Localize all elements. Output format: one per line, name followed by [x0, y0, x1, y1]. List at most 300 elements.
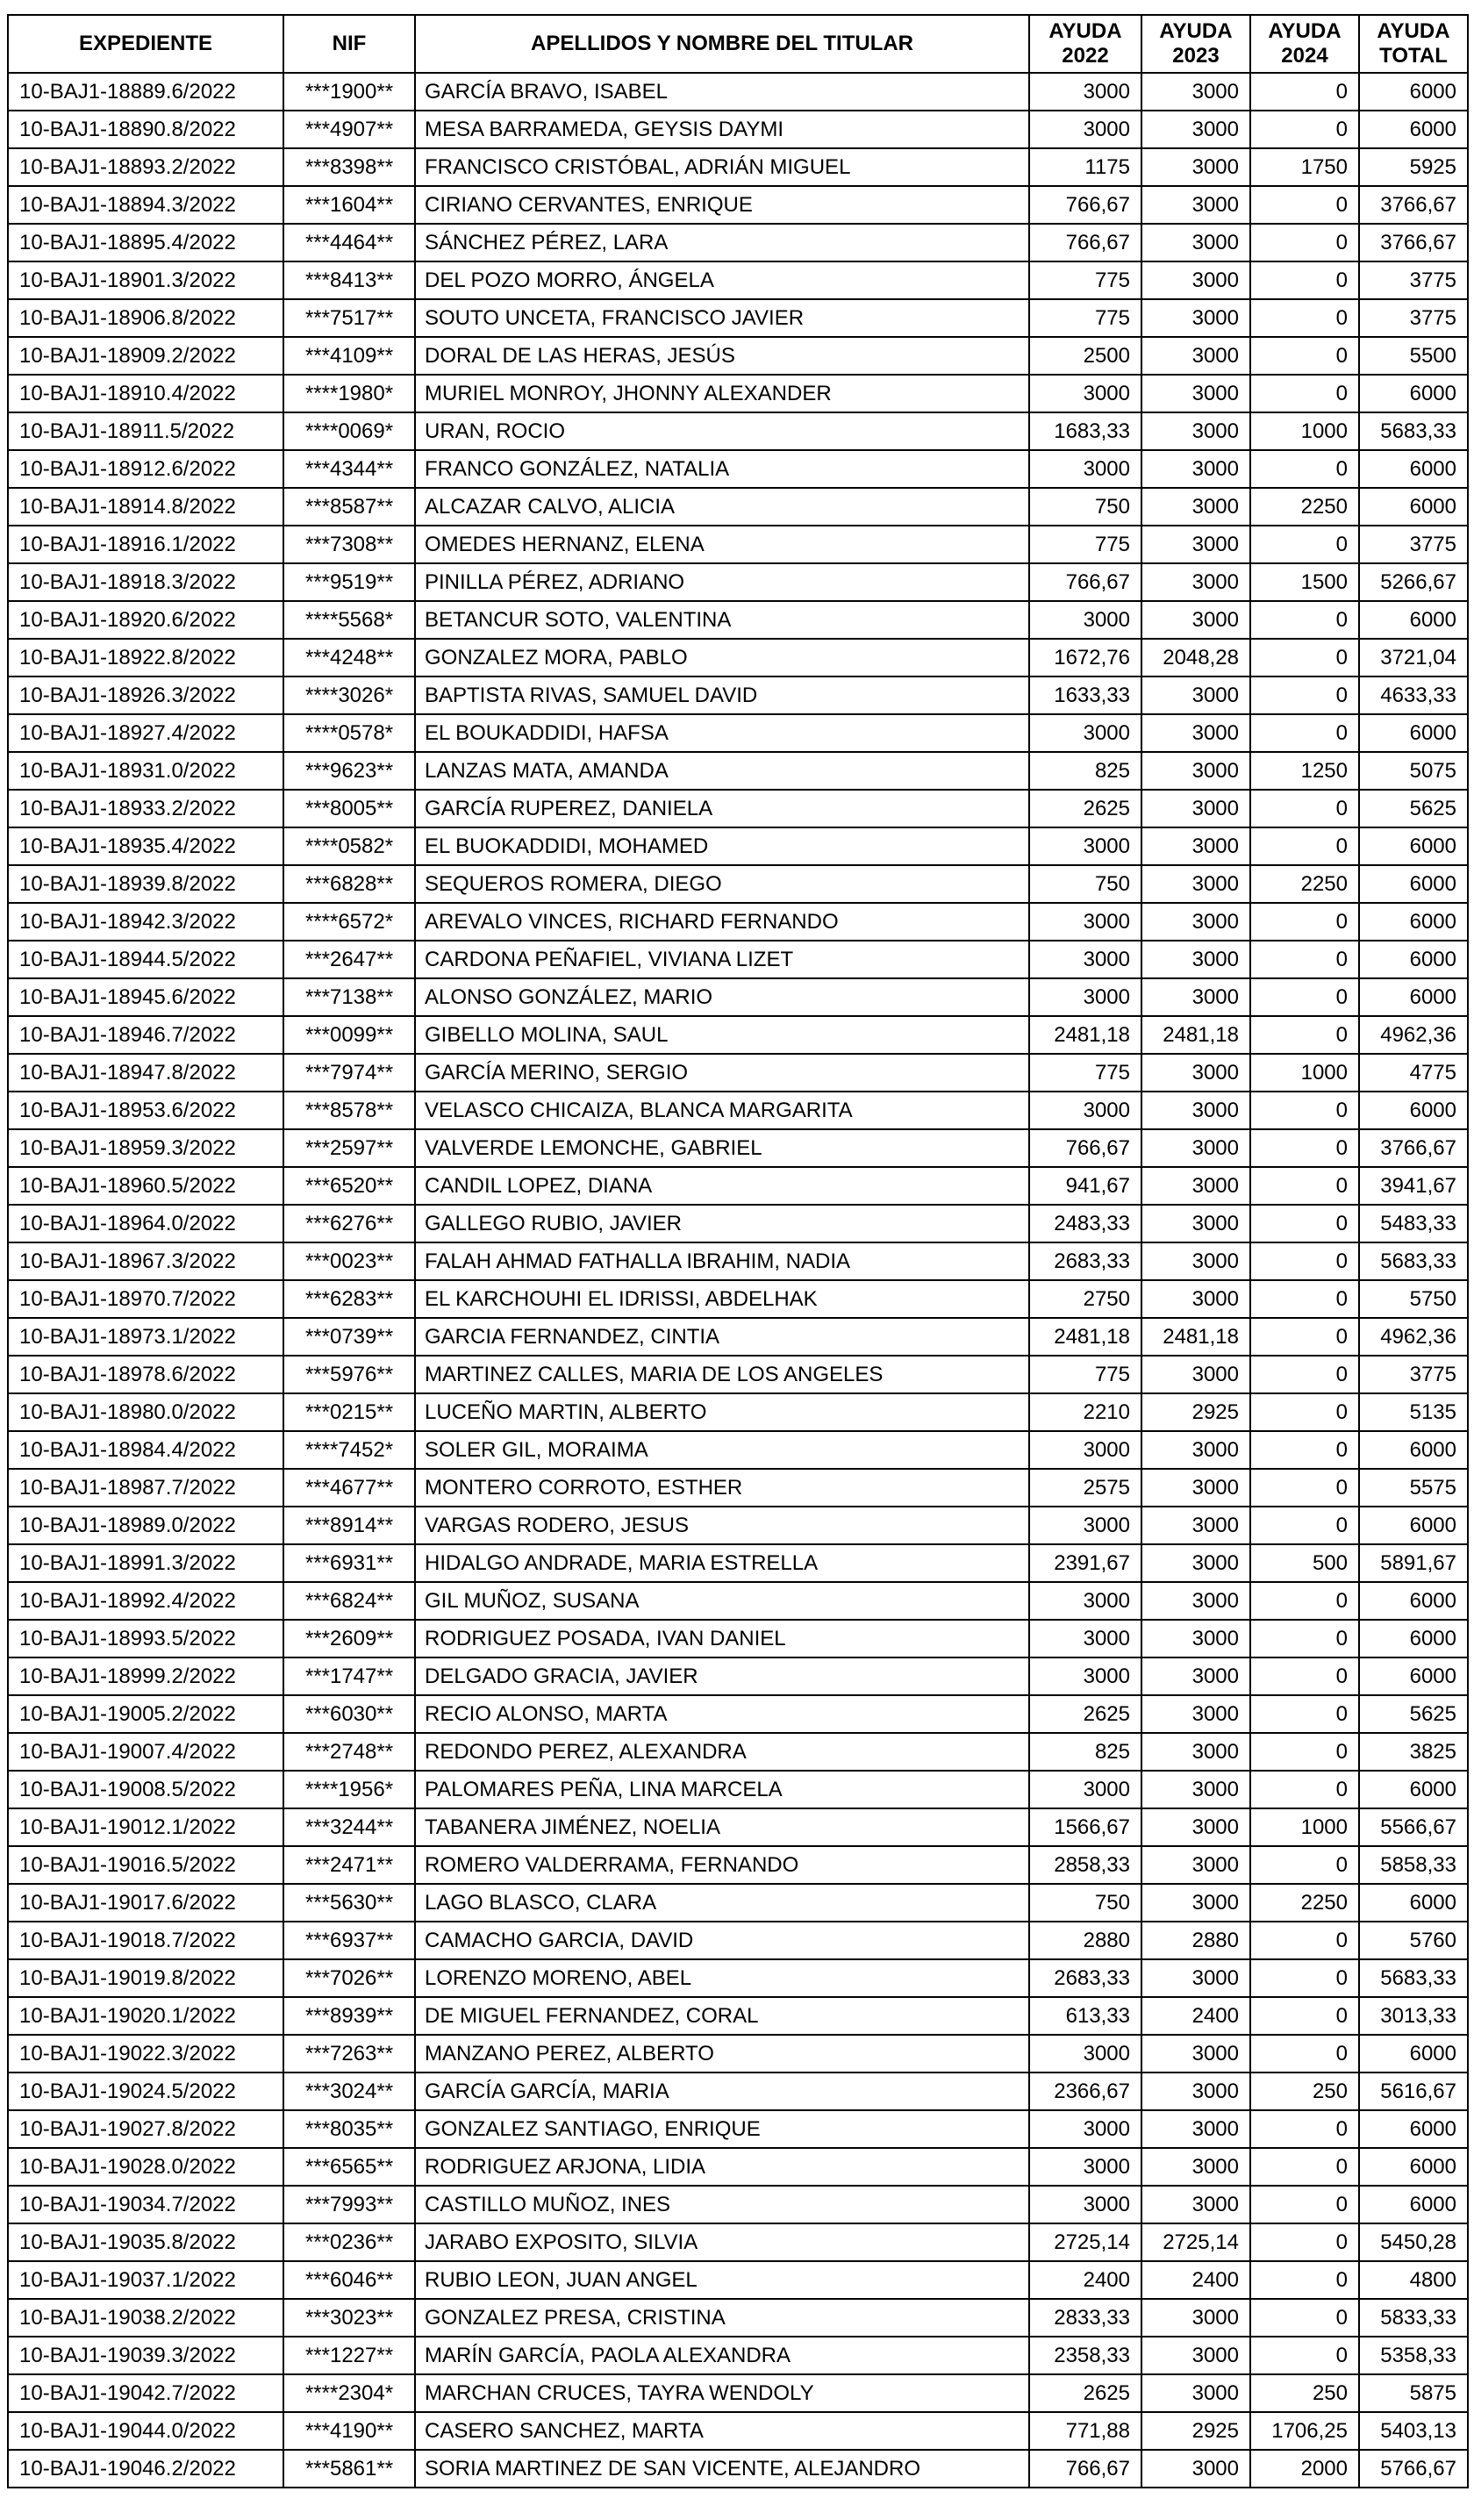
cell-nif: ***4248**	[283, 639, 415, 677]
cell-ayuda-2024: 0	[1250, 1092, 1359, 1129]
cell-ayuda-2024: 0	[1250, 1318, 1359, 1356]
cell-expediente: 10-BAJ1-18978.6/2022	[8, 1356, 283, 1393]
cell-nif: ***9623**	[283, 752, 415, 790]
cell-ayuda-2024: 1706,25	[1250, 2412, 1359, 2450]
cell-ayuda-2022: 3000	[1029, 1507, 1141, 1544]
cell-expediente: 10-BAJ1-18918.3/2022	[8, 563, 283, 601]
cell-ayuda-2024: 2250	[1250, 865, 1359, 903]
cell-ayuda-2023: 3000	[1141, 224, 1250, 261]
cell-titular: MARÍN GARCÍA, PAOLA ALEXANDRA	[415, 2337, 1029, 2374]
table-row	[8, 2148, 1468, 2186]
table-header	[8, 15, 1468, 73]
cell-ayuda-2022: 2683,33	[1029, 1242, 1141, 1280]
cell-ayuda-2023: 2481,18	[1141, 1016, 1250, 1054]
cell-ayuda-2023: 3000	[1141, 261, 1250, 299]
cell-nif: ***0236**	[283, 2223, 415, 2261]
cell-ayuda-2023: 3000	[1141, 1129, 1250, 1167]
cell-nif: ***4677**	[283, 1469, 415, 1507]
cell-expediente: 10-BAJ1-18933.2/2022	[8, 790, 283, 827]
cell-ayuda-2024: 0	[1250, 261, 1359, 299]
cell-ayuda-2024: 0	[1250, 1620, 1359, 1657]
cell-ayuda-2023: 3000	[1141, 73, 1250, 111]
cell-ayuda-2022: 766,67	[1029, 224, 1141, 261]
cell-expediente: 10-BAJ1-19035.8/2022	[8, 2223, 283, 2261]
cell-expediente: 10-BAJ1-19037.1/2022	[8, 2261, 283, 2299]
cell-ayuda-total: 3775	[1359, 526, 1468, 563]
cell-titular: FALAH AHMAD FATHALLA IBRAHIM, NADIA	[415, 1242, 1029, 1280]
cell-ayuda-2023: 3000	[1141, 186, 1250, 224]
cell-ayuda-total: 6000	[1359, 375, 1468, 412]
cell-ayuda-2023: 3000	[1141, 677, 1250, 714]
cell-ayuda-total: 3766,67	[1359, 1129, 1468, 1167]
cell-nif: ***2647**	[283, 941, 415, 978]
cell-ayuda-2024: 0	[1250, 299, 1359, 337]
cell-ayuda-total: 6000	[1359, 903, 1468, 941]
cell-expediente: 10-BAJ1-18993.5/2022	[8, 1620, 283, 1657]
cell-ayuda-2024: 0	[1250, 1771, 1359, 1808]
cell-nif: ***8939**	[283, 1997, 415, 2035]
cell-nif: ***8578**	[283, 1092, 415, 1129]
cell-expediente: 10-BAJ1-19024.5/2022	[8, 2073, 283, 2110]
cell-ayuda-total: 6000	[1359, 865, 1468, 903]
cell-ayuda-2023: 3000	[1141, 1771, 1250, 1808]
cell-ayuda-2023: 3000	[1141, 1054, 1250, 1092]
cell-ayuda-2024: 0	[1250, 1167, 1359, 1205]
cell-ayuda-total: 5135	[1359, 1393, 1468, 1431]
cell-ayuda-total: 5760	[1359, 1922, 1468, 1959]
cell-ayuda-total: 3766,67	[1359, 186, 1468, 224]
cell-ayuda-2023: 2925	[1141, 2412, 1250, 2450]
cell-titular: CIRIANO CERVANTES, ENRIQUE	[415, 186, 1029, 224]
header-row	[8, 15, 1468, 73]
table-row	[8, 2299, 1468, 2337]
cell-nif: ****1980*	[283, 375, 415, 412]
cell-ayuda-2024: 0	[1250, 1959, 1359, 1997]
cell-ayuda-total: 5891,67	[1359, 1544, 1468, 1582]
table-row	[8, 639, 1468, 677]
cell-ayuda-2024: 0	[1250, 186, 1359, 224]
table-row	[8, 111, 1468, 148]
cell-expediente: 10-BAJ1-18922.8/2022	[8, 639, 283, 677]
cell-titular: BAPTISTA RIVAS, SAMUEL DAVID	[415, 677, 1029, 714]
cell-ayuda-2024: 0	[1250, 1205, 1359, 1242]
cell-titular: MARCHAN CRUCES, TAYRA WENDOLY	[415, 2374, 1029, 2412]
table-row	[8, 1997, 1468, 2035]
cell-ayuda-2024: 0	[1250, 2337, 1359, 2374]
cell-nif: ***7993**	[283, 2186, 415, 2223]
cell-titular: OMEDES HERNANZ, ELENA	[415, 526, 1029, 563]
table-row	[8, 1393, 1468, 1431]
cell-nif: ***7517**	[283, 299, 415, 337]
table-row	[8, 1469, 1468, 1507]
cell-nif: ****0582*	[283, 827, 415, 865]
cell-ayuda-total: 5075	[1359, 752, 1468, 790]
cell-ayuda-2022: 775	[1029, 299, 1141, 337]
cell-ayuda-total: 6000	[1359, 601, 1468, 639]
cell-ayuda-total: 5358,33	[1359, 2337, 1468, 2374]
cell-ayuda-2024: 0	[1250, 73, 1359, 111]
cell-ayuda-2022: 3000	[1029, 978, 1141, 1016]
table-row	[8, 2073, 1468, 2110]
cell-nif: ***4190**	[283, 2412, 415, 2450]
cell-ayuda-2022: 775	[1029, 1054, 1141, 1092]
cell-ayuda-total: 3775	[1359, 1356, 1468, 1393]
cell-ayuda-total: 6000	[1359, 941, 1468, 978]
cell-titular: EL BUOKADDIDI, MOHAMED	[415, 827, 1029, 865]
cell-nif: ***3024**	[283, 2073, 415, 2110]
table-row	[8, 1771, 1468, 1808]
table-row	[8, 1959, 1468, 1997]
table-row	[8, 148, 1468, 186]
cell-ayuda-2023: 3000	[1141, 1582, 1250, 1620]
cell-expediente: 10-BAJ1-18944.5/2022	[8, 941, 283, 978]
cell-ayuda-2023: 3000	[1141, 2450, 1250, 2488]
cell-titular: DEL POZO MORRO, ÁNGELA	[415, 261, 1029, 299]
cell-expediente: 10-BAJ1-18926.3/2022	[8, 677, 283, 714]
cell-nif: ***6276**	[283, 1205, 415, 1242]
cell-expediente: 10-BAJ1-18953.6/2022	[8, 1092, 283, 1129]
cell-titular: LORENZO MORENO, ABEL	[415, 1959, 1029, 1997]
cell-nif: ***7308**	[283, 526, 415, 563]
cell-nif: ***0739**	[283, 1318, 415, 1356]
table-row	[8, 865, 1468, 903]
cell-nif: ****2304*	[283, 2374, 415, 2412]
cell-titular: DELGADO GRACIA, JAVIER	[415, 1657, 1029, 1695]
cell-ayuda-2022: 3000	[1029, 1620, 1141, 1657]
table-row	[8, 450, 1468, 488]
cell-titular: CAMACHO GARCIA, DAVID	[415, 1922, 1029, 1959]
cell-expediente: 10-BAJ1-18939.8/2022	[8, 865, 283, 903]
table-row	[8, 1129, 1468, 1167]
cell-ayuda-2022: 2358,33	[1029, 2337, 1141, 2374]
cell-ayuda-2022: 3000	[1029, 73, 1141, 111]
cell-expediente: 10-BAJ1-18916.1/2022	[8, 526, 283, 563]
table-row	[8, 1507, 1468, 1544]
cell-ayuda-2022: 3000	[1029, 941, 1141, 978]
cell-expediente: 10-BAJ1-18889.6/2022	[8, 73, 283, 111]
cell-ayuda-2024: 0	[1250, 224, 1359, 261]
table-row	[8, 903, 1468, 941]
cell-ayuda-2022: 1633,33	[1029, 677, 1141, 714]
cell-titular: SORIA MARTINEZ DE SAN VICENTE, ALEJANDRO	[415, 2450, 1029, 2488]
cell-nif: ****5568*	[283, 601, 415, 639]
table-row	[8, 714, 1468, 752]
cell-ayuda-2022: 766,67	[1029, 1129, 1141, 1167]
cell-titular: DE MIGUEL FERNANDEZ, CORAL	[415, 1997, 1029, 2035]
cell-ayuda-total: 3941,67	[1359, 1167, 1468, 1205]
table-row	[8, 1205, 1468, 1242]
cell-expediente: 10-BAJ1-18964.0/2022	[8, 1205, 283, 1242]
cell-nif: ****7452*	[283, 1431, 415, 1469]
table-row	[8, 224, 1468, 261]
cell-titular: AREVALO VINCES, RICHARD FERNANDO	[415, 903, 1029, 941]
cell-ayuda-2024: 1250	[1250, 752, 1359, 790]
cell-ayuda-2022: 2750	[1029, 1280, 1141, 1318]
cell-ayuda-2022: 2500	[1029, 337, 1141, 375]
cell-ayuda-2024: 0	[1250, 978, 1359, 1016]
cell-titular: RODRIGUEZ POSADA, IVAN DANIEL	[415, 1620, 1029, 1657]
cell-expediente: 10-BAJ1-19020.1/2022	[8, 1997, 283, 2035]
cell-ayuda-2023: 3000	[1141, 601, 1250, 639]
cell-ayuda-2023: 3000	[1141, 941, 1250, 978]
cell-ayuda-2024: 0	[1250, 2035, 1359, 2073]
table-row	[8, 488, 1468, 526]
cell-expediente: 10-BAJ1-18992.4/2022	[8, 1582, 283, 1620]
cell-ayuda-2022: 3000	[1029, 375, 1141, 412]
cell-ayuda-2024: 0	[1250, 1846, 1359, 1884]
cell-titular: REDONDO PEREZ, ALEXANDRA	[415, 1733, 1029, 1771]
table-row	[8, 1620, 1468, 1657]
cell-ayuda-2022: 2683,33	[1029, 1959, 1141, 1997]
cell-titular: SOLER GIL, MORAIMA	[415, 1431, 1029, 1469]
cell-ayuda-2022: 3000	[1029, 1771, 1141, 1808]
table-row	[8, 1356, 1468, 1393]
cell-nif: ***4464**	[283, 224, 415, 261]
cell-nif: ***1900**	[283, 73, 415, 111]
cell-ayuda-2022: 2625	[1029, 790, 1141, 827]
cell-ayuda-2023: 3000	[1141, 563, 1250, 601]
cell-ayuda-2023: 3000	[1141, 1733, 1250, 1771]
cell-nif: ***4907**	[283, 111, 415, 148]
cell-ayuda-2024: 0	[1250, 1280, 1359, 1318]
cell-titular: GONZALEZ PRESA, CRISTINA	[415, 2299, 1029, 2337]
cell-ayuda-total: 6000	[1359, 1620, 1468, 1657]
cell-ayuda-2022: 2725,14	[1029, 2223, 1141, 2261]
cell-ayuda-2024: 1000	[1250, 412, 1359, 450]
cell-nif: ****1956*	[283, 1771, 415, 1808]
cell-titular: RECIO ALONSO, MARTA	[415, 1695, 1029, 1733]
cell-ayuda-2022: 766,67	[1029, 186, 1141, 224]
cell-ayuda-2023: 3000	[1141, 1092, 1250, 1129]
cell-ayuda-2023: 3000	[1141, 1620, 1250, 1657]
cell-ayuda-2022: 2625	[1029, 2374, 1141, 2412]
cell-ayuda-2023: 3000	[1141, 1695, 1250, 1733]
cell-ayuda-total: 6000	[1359, 1884, 1468, 1922]
cell-ayuda-2022: 2210	[1029, 1393, 1141, 1431]
cell-ayuda-2024: 0	[1250, 827, 1359, 865]
cell-ayuda-total: 5500	[1359, 337, 1468, 375]
cell-ayuda-2024: 0	[1250, 1469, 1359, 1507]
cell-expediente: 10-BAJ1-19034.7/2022	[8, 2186, 283, 2223]
cell-ayuda-total: 6000	[1359, 1582, 1468, 1620]
table-row	[8, 73, 1468, 111]
table-row	[8, 375, 1468, 412]
cell-expediente: 10-BAJ1-18893.2/2022	[8, 148, 283, 186]
cell-ayuda-2024: 0	[1250, 1129, 1359, 1167]
cell-nif: ***0099**	[283, 1016, 415, 1054]
cell-ayuda-2024: 0	[1250, 639, 1359, 677]
cell-expediente: 10-BAJ1-18989.0/2022	[8, 1507, 283, 1544]
cell-nif: ***0215**	[283, 1393, 415, 1431]
cell-nif: ***8413**	[283, 261, 415, 299]
cell-ayuda-total: 3825	[1359, 1733, 1468, 1771]
cell-ayuda-2024: 0	[1250, 601, 1359, 639]
cell-ayuda-2024: 1000	[1250, 1054, 1359, 1092]
cell-nif: ***3244**	[283, 1808, 415, 1846]
cell-ayuda-2024: 1750	[1250, 148, 1359, 186]
table-row	[8, 2223, 1468, 2261]
cell-ayuda-total: 5266,67	[1359, 563, 1468, 601]
cell-ayuda-2024: 1000	[1250, 1808, 1359, 1846]
cell-titular: EL BOUKADDIDI, HAFSA	[415, 714, 1029, 752]
cell-ayuda-2023: 3000	[1141, 2337, 1250, 2374]
cell-titular: SÁNCHEZ PÉREZ, LARA	[415, 224, 1029, 261]
cell-ayuda-2024: 0	[1250, 1242, 1359, 1280]
cell-ayuda-total: 6000	[1359, 73, 1468, 111]
table-row	[8, 261, 1468, 299]
cell-expediente: 10-BAJ1-19046.2/2022	[8, 2450, 283, 2488]
cell-ayuda-2024: 2250	[1250, 1884, 1359, 1922]
cell-ayuda-2023: 3000	[1141, 1167, 1250, 1205]
table-row	[8, 752, 1468, 790]
cell-titular: EL KARCHOUHI EL IDRISSI, ABDELHAK	[415, 1280, 1029, 1318]
cell-titular: SOUTO UNCETA, FRANCISCO JAVIER	[415, 299, 1029, 337]
cell-ayuda-total: 3721,04	[1359, 639, 1468, 677]
cell-nif: ***1227**	[283, 2337, 415, 2374]
cell-titular: GONZALEZ SANTIAGO, ENRIQUE	[415, 2110, 1029, 2148]
cell-nif: ***2609**	[283, 1620, 415, 1657]
cell-ayuda-2022: 1175	[1029, 148, 1141, 186]
header-ayuda-2024	[1250, 15, 1359, 73]
cell-titular: SEQUEROS ROMERA, DIEGO	[415, 865, 1029, 903]
cell-ayuda-2023: 2400	[1141, 2261, 1250, 2299]
cell-expediente: 10-BAJ1-19016.5/2022	[8, 1846, 283, 1884]
cell-titular: URAN, ROCIO	[415, 412, 1029, 450]
cell-ayuda-2023: 3000	[1141, 714, 1250, 752]
cell-titular: ALCAZAR CALVO, ALICIA	[415, 488, 1029, 526]
cell-ayuda-2024: 0	[1250, 375, 1359, 412]
cell-titular: RODRIGUEZ ARJONA, LIDIA	[415, 2148, 1029, 2186]
cell-expediente: 10-BAJ1-18909.2/2022	[8, 337, 283, 375]
cell-titular: GARCIA FERNANDEZ, CINTIA	[415, 1318, 1029, 1356]
cell-ayuda-2023: 3000	[1141, 375, 1250, 412]
cell-ayuda-2022: 1672,76	[1029, 639, 1141, 677]
cell-ayuda-2022: 3000	[1029, 903, 1141, 941]
cell-ayuda-2024: 0	[1250, 1997, 1359, 2035]
cell-expediente: 10-BAJ1-19039.3/2022	[8, 2337, 283, 2374]
table-row	[8, 1733, 1468, 1771]
cell-nif: ***7026**	[283, 1959, 415, 1997]
cell-ayuda-2022: 771,88	[1029, 2412, 1141, 2450]
cell-ayuda-2024: 0	[1250, 526, 1359, 563]
cell-ayuda-2022: 2858,33	[1029, 1846, 1141, 1884]
cell-nif: ***6931**	[283, 1544, 415, 1582]
cell-expediente: 10-BAJ1-18910.4/2022	[8, 375, 283, 412]
cell-ayuda-2023: 2048,28	[1141, 639, 1250, 677]
header-ayuda-2022	[1029, 15, 1141, 73]
cell-ayuda-2024: 0	[1250, 714, 1359, 752]
cell-ayuda-2022: 775	[1029, 261, 1141, 299]
table-row	[8, 1695, 1468, 1733]
cell-ayuda-2023: 3000	[1141, 1469, 1250, 1507]
table-row	[8, 601, 1468, 639]
table-row	[8, 941, 1468, 978]
cell-ayuda-2023: 3000	[1141, 2110, 1250, 2148]
cell-nif: ***6937**	[283, 1922, 415, 1959]
cell-expediente: 10-BAJ1-18984.4/2022	[8, 1431, 283, 1469]
cell-ayuda-total: 5683,33	[1359, 412, 1468, 450]
cell-ayuda-total: 6000	[1359, 978, 1468, 1016]
cell-ayuda-total: 5683,33	[1359, 1242, 1468, 1280]
cell-expediente: 10-BAJ1-18970.7/2022	[8, 1280, 283, 1318]
header-ayuda-total	[1359, 15, 1468, 73]
cell-ayuda-total: 5625	[1359, 1695, 1468, 1733]
cell-titular: MANZANO PEREZ, ALBERTO	[415, 2035, 1029, 2073]
cell-ayuda-2022: 775	[1029, 526, 1141, 563]
cell-ayuda-2024: 2000	[1250, 2450, 1359, 2488]
cell-ayuda-total: 4962,36	[1359, 1016, 1468, 1054]
cell-ayuda-total: 4633,33	[1359, 677, 1468, 714]
cell-expediente: 10-BAJ1-18914.8/2022	[8, 488, 283, 526]
cell-ayuda-total: 5750	[1359, 1280, 1468, 1318]
cell-ayuda-2024: 0	[1250, 1922, 1359, 1959]
cell-titular: GONZALEZ MORA, PABLO	[415, 639, 1029, 677]
table-row	[8, 1431, 1468, 1469]
cell-expediente: 10-BAJ1-18906.8/2022	[8, 299, 283, 337]
cell-nif: ***1604**	[283, 186, 415, 224]
cell-ayuda-2024: 250	[1250, 2374, 1359, 2412]
cell-nif: ****3026*	[283, 677, 415, 714]
cell-ayuda-total: 6000	[1359, 488, 1468, 526]
cell-ayuda-2024: 0	[1250, 1507, 1359, 1544]
cell-ayuda-total: 5403,13	[1359, 2412, 1468, 2450]
cell-titular: FRANCISCO CRISTÓBAL, ADRIÁN MIGUEL	[415, 148, 1029, 186]
cell-titular: GALLEGO RUBIO, JAVIER	[415, 1205, 1029, 1242]
cell-ayuda-2022: 3000	[1029, 827, 1141, 865]
cell-expediente: 10-BAJ1-19018.7/2022	[8, 1922, 283, 1959]
cell-ayuda-2023: 3000	[1141, 1846, 1250, 1884]
cell-ayuda-2023: 3000	[1141, 1242, 1250, 1280]
cell-nif: ***6828**	[283, 865, 415, 903]
cell-expediente: 10-BAJ1-18967.3/2022	[8, 1242, 283, 1280]
cell-expediente: 10-BAJ1-18960.5/2022	[8, 1167, 283, 1205]
cell-titular: JARABO EXPOSITO, SILVIA	[415, 2223, 1029, 2261]
cell-expediente: 10-BAJ1-18980.0/2022	[8, 1393, 283, 1431]
cell-ayuda-2023: 3000	[1141, 790, 1250, 827]
cell-expediente: 10-BAJ1-18945.6/2022	[8, 978, 283, 1016]
cell-titular: FRANCO GONZÁLEZ, NATALIA	[415, 450, 1029, 488]
header-ayuda-2023-line1: AYUDA	[1159, 19, 1233, 43]
cell-titular: MESA BARRAMEDA, GEYSIS DAYMI	[415, 111, 1029, 148]
cell-ayuda-2024: 0	[1250, 1695, 1359, 1733]
cell-ayuda-total: 6000	[1359, 1771, 1468, 1808]
header-ayuda-2022-line1: AYUDA	[1048, 19, 1122, 43]
cell-ayuda-total: 5683,33	[1359, 1959, 1468, 1997]
cell-ayuda-total: 4775	[1359, 1054, 1468, 1092]
cell-titular: LANZAS MATA, AMANDA	[415, 752, 1029, 790]
cell-ayuda-2022: 750	[1029, 488, 1141, 526]
cell-nif: ***9519**	[283, 563, 415, 601]
table-row	[8, 1016, 1468, 1054]
cell-ayuda-2023: 3000	[1141, 337, 1250, 375]
cell-titular: RUBIO LEON, JUAN ANGEL	[415, 2261, 1029, 2299]
cell-ayuda-total: 6000	[1359, 111, 1468, 148]
cell-nif: ***2471**	[283, 1846, 415, 1884]
cell-ayuda-total: 3013,33	[1359, 1997, 1468, 2035]
table-row	[8, 1808, 1468, 1846]
cell-ayuda-2023: 3000	[1141, 2073, 1250, 2110]
cell-nif: ***6283**	[283, 1280, 415, 1318]
header-ayuda-total-line2: TOTAL	[1379, 44, 1448, 68]
table-row	[8, 2337, 1468, 2374]
cell-nif: ***6030**	[283, 1695, 415, 1733]
cell-expediente: 10-BAJ1-19019.8/2022	[8, 1959, 283, 1997]
cell-ayuda-2022: 766,67	[1029, 2450, 1141, 2488]
cell-titular: GARCÍA BRAVO, ISABEL	[415, 73, 1029, 111]
table-row	[8, 1884, 1468, 1922]
cell-expediente: 10-BAJ1-18987.7/2022	[8, 1469, 283, 1507]
cell-ayuda-2024: 0	[1250, 111, 1359, 148]
